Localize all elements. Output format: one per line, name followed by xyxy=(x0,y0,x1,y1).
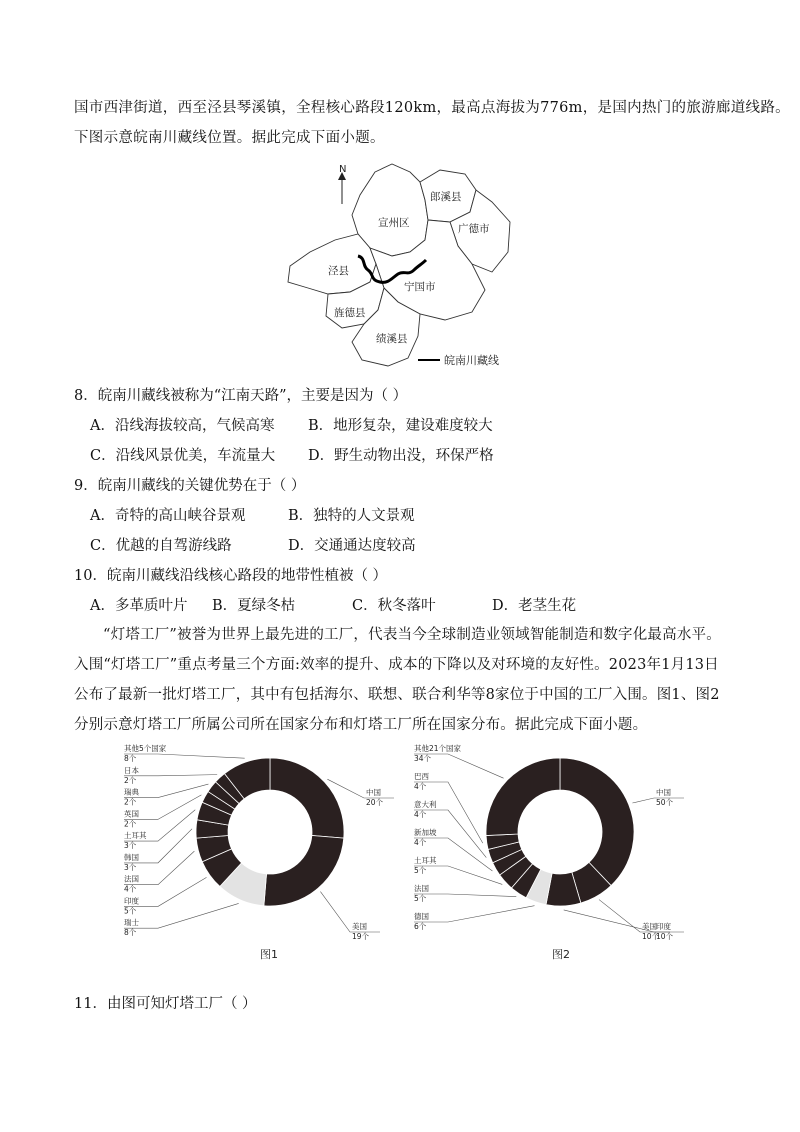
slice-value-8: 2个 xyxy=(124,819,137,829)
intro-line-1: 国市西津街道，西至泾县琴溪镇，全程核心路段120km，最高点海拔为776m，是国内热门的旅游廊道线路。 xyxy=(74,100,790,116)
slice-label-4: 德国 xyxy=(414,912,429,921)
q9-option-c[interactable]: C．优越的自驾游线路 xyxy=(90,538,232,554)
leader-line-2 xyxy=(320,892,380,932)
chart-title: 图1 xyxy=(260,948,278,961)
slice-value-1: 50个 xyxy=(656,798,674,807)
slice-label-9: 巴西 xyxy=(414,772,429,781)
chart-title: 图2 xyxy=(552,948,570,961)
question-11-stem: 11．由图可知灯塔工厂（ ） xyxy=(74,996,257,1012)
slice-value-4: 5个 xyxy=(124,906,137,916)
slice-label-7: 新加坡 xyxy=(414,828,437,837)
question-10-stem: 10．皖南川藏线沿线核心路段的地带性植被（ ） xyxy=(74,568,388,584)
q10-option-b[interactable]: B．夏绿冬枯 xyxy=(212,598,296,614)
slice-value-3: 8个 xyxy=(124,928,137,938)
slice-value-10: 34个 xyxy=(414,754,432,763)
slice-label-11: 其他5个国家 xyxy=(124,744,167,753)
q8-option-d[interactable]: D．野生动物出没，环保严格 xyxy=(308,448,494,464)
label-langxi: 郎溪县 xyxy=(430,191,462,203)
q10-option-d[interactable]: D．老茎生花 xyxy=(492,598,577,614)
slice-value-9: 2个 xyxy=(124,797,137,807)
q10-option-a[interactable]: A．多革质叶片 xyxy=(90,598,188,614)
leader-line-4 xyxy=(414,906,534,922)
question-8-stem: 8．皖南川藏线被称为“江南天路”，主要是因为（ ） xyxy=(74,388,408,404)
label-xuanzhou: 宣州区 xyxy=(378,217,410,229)
label-jixi: 绩溪县 xyxy=(376,333,408,345)
slice-label-5: 法国 xyxy=(124,874,139,884)
q8-option-a[interactable]: A．沿线海拔较高，气候高寒 xyxy=(90,418,275,434)
slice-value-6: 3个 xyxy=(124,862,137,872)
slice-value-5: 5个 xyxy=(414,894,427,903)
label-jingxian: 泾县 xyxy=(328,265,349,277)
q10-option-c[interactable]: C．秋冬落叶 xyxy=(352,598,436,614)
slice-label-3: 瑞士 xyxy=(124,918,139,928)
q9-option-a[interactable]: A．奇特的高山峡谷景观 xyxy=(90,508,246,524)
q9-option-d[interactable]: D．交通通达度较高 xyxy=(288,538,416,554)
q9-option-b[interactable]: B．独特的人文景观 xyxy=(288,508,415,524)
slice-label-3: 印度 xyxy=(656,922,671,931)
slice-label-8: 英国 xyxy=(124,809,139,819)
slice-label-9: 瑞典 xyxy=(124,787,139,797)
slice-value-2: 10个 xyxy=(642,932,660,941)
q8-option-b[interactable]: B．地形复杂，建设难度较大 xyxy=(308,418,493,434)
slice-label-10: 其他21个国家 xyxy=(414,744,462,753)
slice-value-3: 10个 xyxy=(656,932,674,941)
slice-label-6: 土耳其 xyxy=(414,856,437,865)
leader-line-11 xyxy=(124,754,245,758)
passage-text: “灯塔工厂”被誉为世界上最先进的工厂，代表当今全球制造业领域智能制造和数字化最高水平。入围“灯塔工厂”重点考量三个方面:效率的提升、成本的下降以及对环境的友好性。2023年1月13日公布了最新一批灯塔工厂，其中有包括海尔、联想、联合利华等8家位于中国的工厂入围。图1、图2分别示意灯塔工厂所属公司所在国家分布和灯塔工厂所在国家分布。据此完成下面小题。 xyxy=(74,627,721,733)
slice-value-4: 6个 xyxy=(414,922,427,931)
slice-value-2: 19个 xyxy=(352,932,370,941)
q8-option-c[interactable]: C．沿线风景优美，车流量大 xyxy=(90,448,276,464)
chart-1 xyxy=(120,740,410,964)
slice-label-6: 韩国 xyxy=(124,852,139,862)
slice-value-5: 4个 xyxy=(124,884,137,894)
slice-label-7: 土耳其 xyxy=(124,831,147,841)
leader-line-1 xyxy=(327,779,394,798)
slice-label-4: 印度 xyxy=(124,896,139,906)
slice-label-10: 日本 xyxy=(124,765,139,775)
slice-1 xyxy=(270,758,344,838)
slice-value-7: 4个 xyxy=(414,838,427,847)
slice-value-11: 8个 xyxy=(124,754,137,763)
slice-label-5: 法国 xyxy=(414,884,429,893)
chart-2 xyxy=(410,740,700,964)
slice-1 xyxy=(560,758,634,886)
slice-label-8: 意大利 xyxy=(414,800,437,809)
label-ningguo: 宁国市 xyxy=(404,281,436,293)
location-map xyxy=(280,160,530,372)
leader-line-3 xyxy=(124,903,239,928)
legend-label: 皖南川藏线 xyxy=(444,354,499,367)
slice-value-7: 3个 xyxy=(124,841,137,851)
slice-label-2: 美国 xyxy=(352,922,367,931)
intro-line-2: 下图示意皖南川藏线位置。据此完成下面小题。 xyxy=(74,130,385,146)
slice-value-6: 5个 xyxy=(414,866,427,875)
north-label: N xyxy=(339,164,347,175)
slice-value-9: 4个 xyxy=(414,782,427,791)
label-jingde: 旌德县 xyxy=(334,307,366,319)
slice-label-2: 美国 xyxy=(642,922,657,931)
slice-value-8: 4个 xyxy=(414,810,427,819)
slice-2 xyxy=(264,835,344,906)
slice-label-1: 中国 xyxy=(366,788,381,797)
leader-line-10 xyxy=(124,775,217,776)
slice-10 xyxy=(486,758,560,836)
leader-line-5 xyxy=(414,894,516,897)
slice-value-10: 2个 xyxy=(124,775,137,785)
label-guangde: 广德市 xyxy=(458,223,490,235)
question-9-stem: 9．皖南川藏线的关键优势在于（ ） xyxy=(74,478,306,494)
slice-value-1: 20个 xyxy=(366,798,384,807)
slice-label-1: 中国 xyxy=(656,788,671,797)
